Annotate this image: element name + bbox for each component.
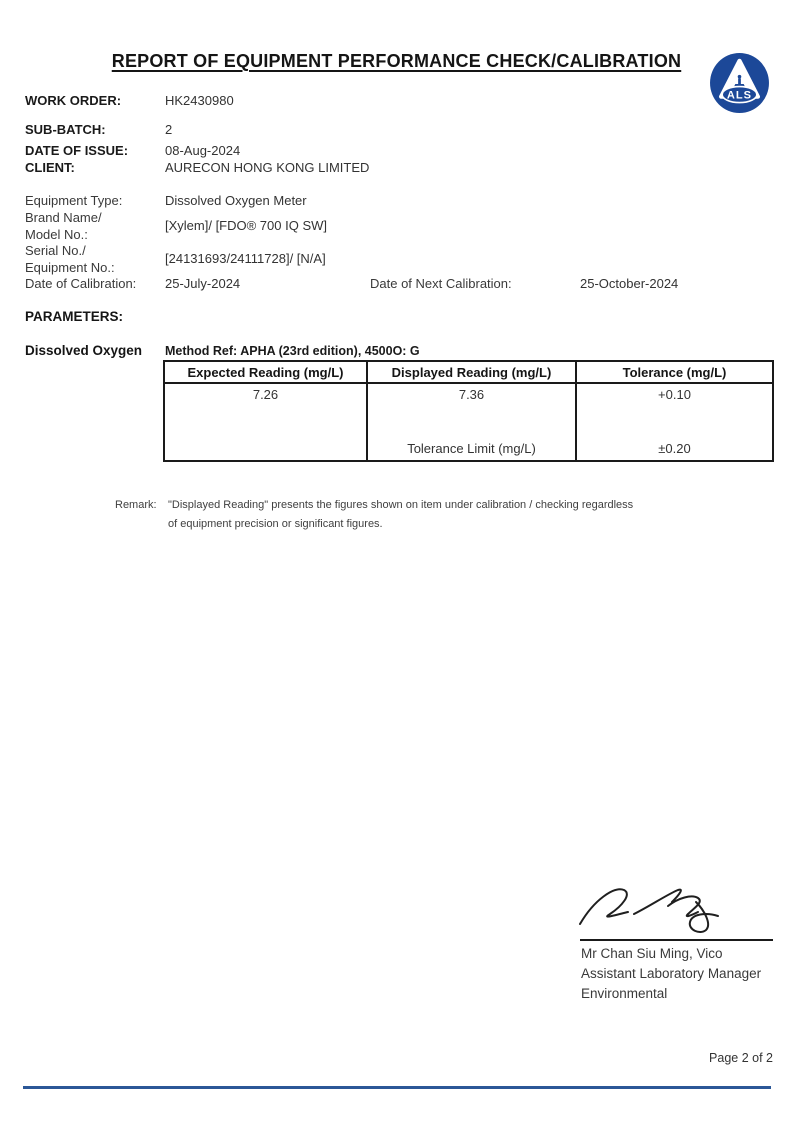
expected-reading-value: 7.26: [252, 387, 279, 402]
footer-rule: [23, 1086, 771, 1089]
remark-text-line1: "Displayed Reading" presents the figures shown on item under calibration / checking regardless: [168, 499, 634, 511]
signature-image: [572, 872, 742, 938]
parameter-name: Dissolved Oxygen: [25, 343, 143, 358]
model-no-label-line2: Model No.:: [25, 227, 88, 242]
calibration-date-label: Date of Calibration:: [25, 276, 137, 291]
table-header-tolerance: Tolerance (mg/L): [576, 361, 773, 383]
signatory-name: Mr Chan Siu Ming, Vico: [581, 946, 723, 961]
remark-text-line2: of equipment precision or significant figures.: [168, 518, 383, 530]
work-order-value: HK2430980: [165, 93, 234, 108]
work-order-label: WORK ORDER:: [25, 93, 122, 108]
signatory-title: Assistant Laboratory Manager: [581, 966, 762, 981]
page-number: Page 2 of 2: [709, 1051, 773, 1065]
next-calibration-label: Date of Next Calibration:: [370, 276, 512, 291]
signatory-department: Environmental: [581, 986, 668, 1001]
brand-model-value: [Xylem]/ [FDO® 700 IQ SW]: [165, 218, 327, 233]
serial-equipment-value: [24131693/24111728]/ [N/A]: [165, 251, 326, 266]
calibration-table: [163, 360, 774, 462]
remark-label: Remark:: [115, 499, 157, 511]
displayed-reading-value: 7.36: [458, 387, 485, 402]
method-reference: Method Ref: APHA (23rd edition), 4500O: G: [165, 344, 420, 358]
calibration-date-value: 25-July-2024: [165, 276, 241, 291]
table-header-row: [164, 361, 773, 383]
date-of-issue-label: DATE OF ISSUE:: [25, 143, 129, 158]
client-value: AURECON HONG KONG LIMITED: [165, 160, 370, 175]
table-header-displayed: Displayed Reading (mg/L): [367, 361, 576, 383]
page-title: REPORT OF EQUIPMENT PERFORMANCE CHECK/CALIBRATION: [111, 51, 682, 71]
table-body-row: [164, 383, 773, 461]
table-header-expected: Expected Reading (mg/L): [164, 361, 367, 383]
tolerance-value: +0.10: [658, 387, 691, 402]
client-label: CLIENT:: [25, 160, 75, 175]
tolerance-limit-label: Tolerance Limit (mg/L): [407, 441, 536, 456]
als-logo-icon: [710, 53, 769, 113]
brand-name-label-line1: Brand Name/: [25, 210, 102, 225]
equipment-no-label-line2: Equipment No.:: [25, 260, 115, 275]
sub-batch-label: SUB-BATCH:: [25, 122, 106, 137]
sub-batch-value: 2: [165, 122, 173, 137]
equipment-type-label: Equipment Type:: [25, 193, 123, 208]
next-calibration-value: 25-October-2024: [580, 276, 679, 291]
serial-no-label-line1: Serial No./: [25, 243, 86, 258]
equipment-type-value: Dissolved Oxygen Meter: [165, 193, 307, 208]
parameters-heading: PARAMETERS:: [25, 309, 124, 324]
tolerance-limit-value: ±0.20: [658, 441, 691, 456]
svg-text:ALS: ALS: [726, 89, 753, 102]
date-of-issue-value: 08-Aug-2024: [165, 143, 241, 158]
signature-rule: [580, 939, 773, 941]
